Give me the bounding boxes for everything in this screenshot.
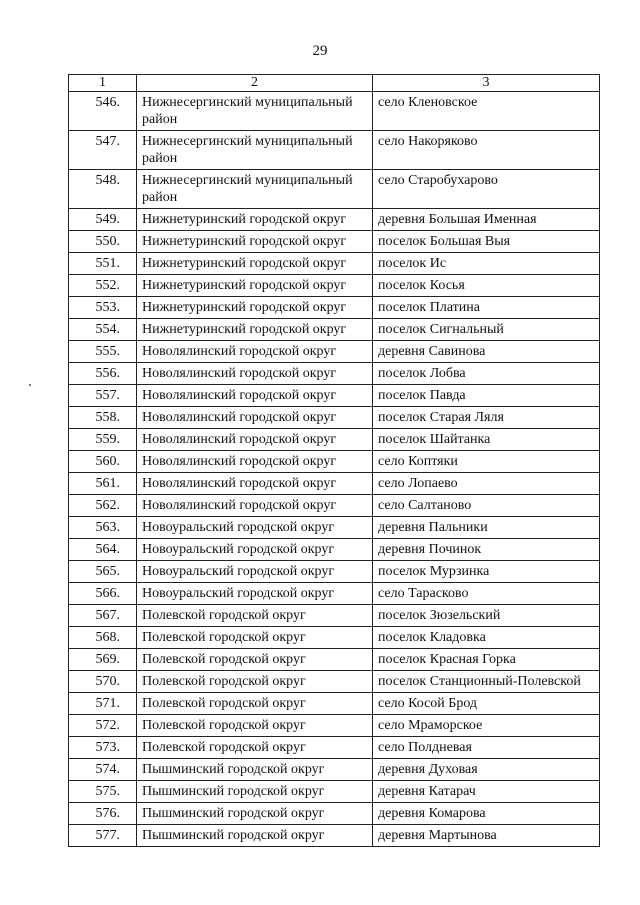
settlement-cell: поселок Станционный-Полевской [373, 671, 600, 693]
table-row [69, 561, 600, 583]
row-number-cell: 576. [69, 803, 137, 825]
settlement-cell: поселок Ис [373, 253, 600, 275]
settlement-cell: деревня Мартынова [373, 825, 600, 847]
district-cell: Новолялинский городской округ [137, 385, 373, 407]
row-number-cell: 569. [69, 649, 137, 671]
district-cell: Новолялинский городской округ [137, 495, 373, 517]
row-number-cell: 570. [69, 671, 137, 693]
row-number-cell: 547. [69, 131, 137, 170]
row-number-cell: 549. [69, 209, 137, 231]
table-row [69, 363, 600, 385]
district-cell: Пышминский городской округ [137, 803, 373, 825]
district-cell: Полевской городской округ [137, 737, 373, 759]
settlement-cell: село Лопаево [373, 473, 600, 495]
table-row [69, 231, 600, 253]
settlement-cell: поселок Сигнальный [373, 319, 600, 341]
district-cell: Новоуральский городской округ [137, 561, 373, 583]
row-number-cell: 573. [69, 737, 137, 759]
settlement-cell: поселок Платина [373, 297, 600, 319]
table-row [69, 693, 600, 715]
settlement-cell: деревня Починок [373, 539, 600, 561]
district-cell: Нижнесергинский муниципальный район [137, 131, 373, 170]
row-number-cell: 558. [69, 407, 137, 429]
settlement-cell: поселок Шайтанка [373, 429, 600, 451]
table-row [69, 671, 600, 693]
district-cell: Новоуральский городской округ [137, 539, 373, 561]
row-number-cell: 562. [69, 495, 137, 517]
table-row [69, 803, 600, 825]
table-row [69, 649, 600, 671]
row-number-cell: 556. [69, 363, 137, 385]
row-number-cell: 566. [69, 583, 137, 605]
table-row [69, 737, 600, 759]
table-row [69, 539, 600, 561]
table-row [69, 825, 600, 847]
table-row [69, 759, 600, 781]
settlement-cell: село Салтаново [373, 495, 600, 517]
row-number-cell: 572. [69, 715, 137, 737]
district-cell: Нижнетуринский городской округ [137, 319, 373, 341]
settlement-cell: поселок Красная Горка [373, 649, 600, 671]
row-number-cell: 575. [69, 781, 137, 803]
settlement-cell: деревня Савинова [373, 341, 600, 363]
district-cell: Нижнетуринский городской округ [137, 297, 373, 319]
row-number-cell: 546. [69, 92, 137, 131]
table-row [69, 319, 600, 341]
table-row [69, 92, 600, 131]
district-cell: Полевской городской округ [137, 627, 373, 649]
table-row [69, 385, 600, 407]
row-number-cell: 548. [69, 170, 137, 209]
row-number-cell: 568. [69, 627, 137, 649]
header-col-2: 2 [137, 75, 373, 92]
district-cell: Полевской городской округ [137, 693, 373, 715]
settlement-cell: село Коптяки [373, 451, 600, 473]
table-body [69, 92, 600, 847]
settlement-cell: село Полдневая [373, 737, 600, 759]
district-cell: Нижнетуринский городской округ [137, 253, 373, 275]
row-number-cell: 560. [69, 451, 137, 473]
settlement-cell: село Кленовское [373, 92, 600, 131]
settlement-cell: село Накоряково [373, 131, 600, 170]
settlement-cell: село Мраморское [373, 715, 600, 737]
row-number-cell: 559. [69, 429, 137, 451]
district-cell: Новолялинский городской округ [137, 363, 373, 385]
row-number-cell: 552. [69, 275, 137, 297]
district-cell: Нижнесергинский муниципальный район [137, 170, 373, 209]
settlement-cell: деревня Большая Именная [373, 209, 600, 231]
table-row [69, 583, 600, 605]
header-row [69, 75, 600, 92]
table-row [69, 627, 600, 649]
row-number-cell: 555. [69, 341, 137, 363]
page-number: 29 [312, 43, 328, 59]
settlement-cell: поселок Старая Ляля [373, 407, 600, 429]
district-cell: Полевской городской округ [137, 649, 373, 671]
row-number-cell: 557. [69, 385, 137, 407]
row-number-cell: 565. [69, 561, 137, 583]
settlements-table [68, 74, 600, 847]
row-number-cell: 550. [69, 231, 137, 253]
table-row [69, 495, 600, 517]
district-cell: Новоуральский городской округ [137, 517, 373, 539]
settlement-cell: деревня Духовая [373, 759, 600, 781]
table-row [69, 407, 600, 429]
district-cell: Нижнетуринский городской округ [137, 275, 373, 297]
settlement-cell: поселок Большая Выя [373, 231, 600, 253]
settlement-cell: деревня Комарова [373, 803, 600, 825]
district-cell: Нижнетуринский городской округ [137, 209, 373, 231]
row-number-cell: 551. [69, 253, 137, 275]
district-cell: Новолялинский городской округ [137, 429, 373, 451]
header-col-1: 1 [69, 75, 137, 92]
district-cell: Новолялинский городской округ [137, 451, 373, 473]
table-row [69, 275, 600, 297]
row-number-cell: 574. [69, 759, 137, 781]
settlement-cell: село Старобухарово [373, 170, 600, 209]
district-cell: Нижнесергинский муниципальный район [137, 92, 373, 131]
settlement-cell: поселок Косья [373, 275, 600, 297]
district-cell: Новолялинский городской округ [137, 407, 373, 429]
district-cell: Новолялинский городской округ [137, 341, 373, 363]
settlement-cell: поселок Мурзинка [373, 561, 600, 583]
table-row [69, 170, 600, 209]
settlement-cell: поселок Лобва [373, 363, 600, 385]
table-row [69, 715, 600, 737]
district-cell: Полевской городской округ [137, 605, 373, 627]
row-number-cell: 553. [69, 297, 137, 319]
district-cell: Полевской городской округ [137, 671, 373, 693]
table-row [69, 131, 600, 170]
table-row [69, 473, 600, 495]
settlement-cell: деревня Пальники [373, 517, 600, 539]
row-number-cell: 564. [69, 539, 137, 561]
district-cell: Новоуральский городской округ [137, 583, 373, 605]
district-cell: Нижнетуринский городской округ [137, 231, 373, 253]
table-row [69, 297, 600, 319]
district-cell: Пышминский городской округ [137, 781, 373, 803]
settlement-cell: поселок Кладовка [373, 627, 600, 649]
table-row [69, 517, 600, 539]
district-cell: Полевской городской округ [137, 715, 373, 737]
row-number-cell: 563. [69, 517, 137, 539]
row-number-cell: 561. [69, 473, 137, 495]
settlement-cell: село Косой Брод [373, 693, 600, 715]
district-cell: Пышминский городской округ [137, 825, 373, 847]
table-row [69, 451, 600, 473]
stray-dot-mark [29, 384, 31, 386]
table-row [69, 341, 600, 363]
row-number-cell: 571. [69, 693, 137, 715]
settlement-cell: поселок Павда [373, 385, 600, 407]
settlement-cell: деревня Катарач [373, 781, 600, 803]
row-number-cell: 554. [69, 319, 137, 341]
district-cell: Пышминский городской округ [137, 759, 373, 781]
district-cell: Новолялинский городской округ [137, 473, 373, 495]
row-number-cell: 577. [69, 825, 137, 847]
table-row [69, 253, 600, 275]
header-col-3: 3 [373, 75, 600, 92]
row-number-cell: 567. [69, 605, 137, 627]
settlement-cell: поселок Зюзельский [373, 605, 600, 627]
table-row [69, 429, 600, 451]
table-row [69, 605, 600, 627]
table-row [69, 781, 600, 803]
table-header [69, 75, 600, 92]
settlement-cell: село Тарасково [373, 583, 600, 605]
table-row [69, 209, 600, 231]
